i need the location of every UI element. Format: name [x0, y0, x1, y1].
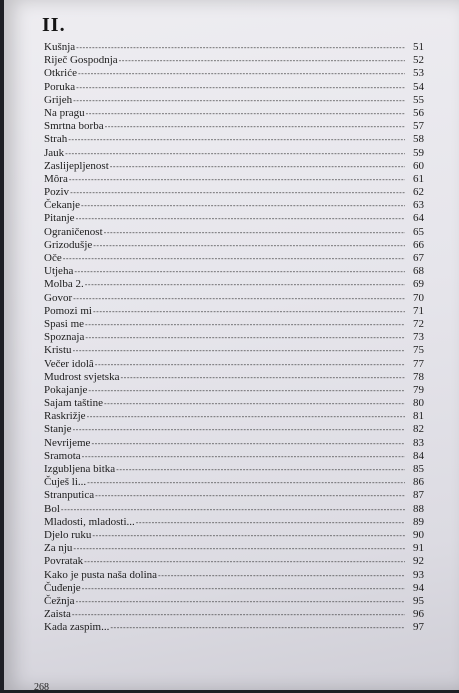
toc-entry: [44, 265, 424, 278]
toc-entry-page: 53: [413, 67, 424, 80]
toc-entry: [44, 318, 424, 331]
toc-entry-title: Sramota: [44, 449, 81, 462]
dot-leader: [81, 199, 405, 212]
toc-entry-title: Ograničenost: [44, 225, 103, 238]
dot-leader: [82, 582, 405, 595]
toc-entry-page: 62: [413, 186, 424, 199]
toc-entry-page: 95: [413, 594, 424, 607]
toc-entry-title: Zaista: [44, 608, 71, 621]
toc-entry-page: 71: [413, 304, 424, 317]
toc-entry-page: 93: [413, 568, 424, 581]
page-number-footer: 268: [34, 682, 49, 693]
toc-entry-title: Izgubljena bitka: [44, 463, 116, 475]
toc-entry-title: Grizodušje: [44, 238, 93, 251]
dot-leader: [116, 463, 405, 476]
table-of-contents: [44, 41, 424, 634]
toc-entry-page: 52: [413, 54, 424, 67]
toc-entry-title: Nevrijeme: [44, 436, 91, 449]
toc-entry-title: Čuđenje: [44, 581, 81, 594]
toc-entry-title: Mudrost svjetska: [44, 370, 120, 383]
toc-entry-page: 60: [413, 159, 424, 172]
toc-entry: [44, 529, 424, 542]
dot-leader: [110, 621, 405, 634]
dot-leader: [82, 450, 405, 463]
toc-entry-title: Čežnja: [44, 594, 75, 607]
dot-leader: [92, 529, 405, 542]
toc-entry-title: Raskrižje: [44, 410, 86, 423]
dot-leader: [76, 595, 405, 608]
dot-leader: [76, 212, 405, 225]
toc-entry-page: 80: [413, 397, 424, 410]
dot-leader: [73, 423, 406, 436]
toc-entry-title: Grijeh: [44, 93, 73, 106]
dot-leader: [72, 608, 405, 621]
toc-entry: [44, 423, 424, 436]
toc-entry-title: Govor: [44, 291, 73, 304]
dot-leader: [87, 410, 405, 423]
toc-entry-page: 66: [413, 238, 424, 251]
toc-entry: [44, 133, 424, 146]
toc-entry-title: Kako je pusta naša dolina: [44, 568, 158, 581]
toc-entry-title: Zaslijepljenost: [44, 159, 109, 172]
dot-leader: [93, 305, 405, 318]
toc-entry-page: 69: [413, 278, 424, 291]
toc-entry: [44, 489, 424, 502]
toc-entry-title: Za nju: [44, 542, 73, 555]
toc-entry-title: Sajam taštine: [44, 397, 103, 410]
toc-entry-title: Povratak: [44, 555, 84, 568]
toc-entry-page: 58: [413, 133, 424, 146]
book-page: [4, 0, 459, 693]
toc-entry-page: 92: [413, 555, 424, 568]
toc-entry-page: 61: [413, 172, 424, 185]
toc-entry: [44, 305, 424, 318]
dot-leader: [76, 41, 405, 54]
toc-entry-page: 59: [413, 146, 424, 159]
toc-entry-title: Kristu: [44, 344, 72, 357]
toc-entry: [44, 476, 424, 489]
toc-entry: [44, 384, 424, 397]
dot-leader: [120, 371, 405, 384]
toc-entry: [44, 569, 424, 582]
dot-leader: [63, 252, 405, 265]
toc-entry-page: 87: [413, 489, 424, 502]
section-heading: II.: [42, 14, 66, 36]
dot-leader: [85, 331, 405, 344]
toc-entry: [44, 173, 424, 186]
toc-entry-page: 64: [413, 212, 424, 225]
toc-entry-title: Bol: [44, 502, 60, 515]
toc-entry-title: Spoznaja: [44, 331, 85, 344]
toc-entry: [44, 292, 424, 305]
toc-entry-page: 97: [413, 621, 424, 634]
toc-entry-title: Večer idolâ: [44, 357, 94, 370]
toc-entry: [44, 621, 424, 634]
toc-entry-title: Čekanje: [44, 199, 81, 212]
toc-entry: [44, 371, 424, 384]
toc-entry: [44, 252, 424, 265]
dot-leader: [91, 437, 405, 450]
toc-entry-page: 54: [413, 80, 424, 93]
toc-entry: [44, 582, 424, 595]
toc-entry-page: 77: [413, 357, 424, 370]
toc-entry: [44, 107, 424, 120]
dot-leader: [68, 133, 405, 146]
toc-entry: [44, 542, 424, 555]
toc-entry-page: 85: [413, 463, 424, 475]
toc-entry-page: 94: [413, 581, 424, 594]
toc-entry-title: Stanje: [44, 423, 72, 436]
toc-entry-title: Pokajanje: [44, 383, 88, 396]
toc-entry: [44, 199, 424, 212]
dot-leader: [93, 239, 405, 252]
toc-entry: [44, 555, 424, 568]
dot-leader: [73, 344, 406, 357]
dot-leader: [69, 173, 405, 186]
dot-leader: [110, 160, 405, 173]
toc-entry: [44, 54, 424, 67]
toc-entry-title: Djelo ruku: [44, 528, 92, 541]
toc-entry: [44, 81, 424, 94]
toc-entry: [44, 94, 424, 107]
dot-leader: [85, 278, 405, 291]
dot-leader: [61, 503, 405, 516]
dot-leader: [73, 94, 405, 107]
toc-entry: [44, 120, 424, 133]
toc-entry-title: Poziv: [44, 186, 70, 199]
toc-entry: [44, 278, 424, 291]
toc-entry-title: Mladosti, mladosti...: [44, 515, 135, 528]
toc-entry: [44, 358, 424, 371]
dot-leader: [87, 476, 405, 489]
toc-entry-page: 75: [413, 344, 424, 357]
dot-leader: [95, 489, 405, 502]
dot-leader: [105, 120, 405, 133]
toc-entry: [44, 212, 424, 225]
toc-entry-title: Stranputica: [44, 489, 95, 502]
toc-entry-page: 78: [413, 370, 424, 383]
dot-leader: [76, 81, 405, 94]
toc-entry-title: Strah: [44, 133, 68, 146]
dot-leader: [70, 186, 405, 199]
dot-leader: [73, 542, 405, 555]
toc-entry: [44, 608, 424, 621]
toc-entry: [44, 160, 424, 173]
toc-entry-title: Na pragu: [44, 106, 85, 119]
toc-entry: [44, 239, 424, 252]
toc-entry-page: 90: [413, 528, 424, 541]
toc-entry-page: 96: [413, 608, 424, 621]
dot-leader: [119, 54, 405, 67]
toc-entry-page: 82: [413, 423, 424, 436]
toc-entry-page: 68: [413, 265, 424, 278]
toc-entry: [44, 147, 424, 160]
dot-leader: [104, 226, 405, 239]
toc-entry-title: Riječ Gospodnja: [44, 54, 118, 67]
toc-entry-title: Spasi me: [44, 317, 85, 330]
dot-leader: [86, 107, 405, 120]
toc-entry-page: 51: [413, 41, 424, 53]
toc-entry: [44, 397, 424, 410]
toc-entry-page: 56: [413, 106, 424, 119]
toc-entry-title: Smrtna borba: [44, 120, 104, 133]
toc-entry: [44, 41, 424, 54]
toc-entry-page: 91: [413, 542, 424, 555]
toc-entry-page: 84: [413, 449, 424, 462]
dot-leader: [136, 516, 405, 529]
dot-leader: [95, 358, 405, 371]
toc-entry-title: Otkriće: [44, 67, 77, 80]
toc-entry-page: 89: [413, 515, 424, 528]
toc-entry-page: 55: [413, 93, 424, 106]
toc-entry-title: Pomozi mi: [44, 304, 92, 317]
toc-entry-page: 88: [413, 502, 424, 515]
toc-entry: [44, 503, 424, 516]
toc-entry: [44, 463, 424, 476]
toc-entry-title: Môra: [44, 172, 68, 185]
dot-leader: [158, 569, 405, 582]
toc-entry-page: 67: [413, 252, 424, 264]
toc-entry: [44, 344, 424, 357]
toc-entry: [44, 516, 424, 529]
toc-entry-title: Molba 2.: [44, 278, 84, 291]
toc-entry-title: Kušnja: [44, 41, 76, 53]
dot-leader: [65, 147, 405, 160]
toc-entry: [44, 437, 424, 450]
toc-entry: [44, 331, 424, 344]
toc-entry: [44, 226, 424, 239]
dot-leader: [78, 67, 405, 80]
toc-entry-title: Pitanje: [44, 212, 75, 225]
toc-entry-title: Utjeha: [44, 265, 74, 278]
toc-entry: [44, 410, 424, 423]
dot-leader: [73, 292, 405, 305]
toc-entry: [44, 595, 424, 608]
dot-leader: [85, 318, 405, 331]
toc-entry-page: 63: [413, 199, 424, 212]
dot-leader: [88, 384, 405, 397]
toc-entry-page: 79: [413, 383, 424, 396]
toc-entry: [44, 186, 424, 199]
toc-entry-title: Poruka: [44, 80, 76, 93]
dot-leader: [104, 397, 405, 410]
toc-entry-page: 83: [413, 436, 424, 449]
toc-entry-title: Čuješ li...: [44, 476, 87, 489]
toc-entry-page: 73: [413, 331, 424, 344]
toc-entry: [44, 450, 424, 463]
toc-entry-page: 57: [413, 120, 424, 133]
toc-entry-page: 65: [413, 225, 424, 238]
toc-entry-page: 86: [413, 476, 424, 489]
toc-entry-page: 72: [413, 317, 424, 330]
toc-entry-page: 81: [413, 410, 424, 423]
dot-leader: [84, 555, 405, 568]
dot-leader: [74, 265, 405, 278]
toc-entry-title: Kada zaspim...: [44, 621, 110, 634]
toc-entry-title: Oče: [44, 252, 62, 264]
toc-entry: [44, 67, 424, 80]
toc-entry-page: 70: [413, 291, 424, 304]
toc-entry-title: Jauk: [44, 146, 65, 159]
